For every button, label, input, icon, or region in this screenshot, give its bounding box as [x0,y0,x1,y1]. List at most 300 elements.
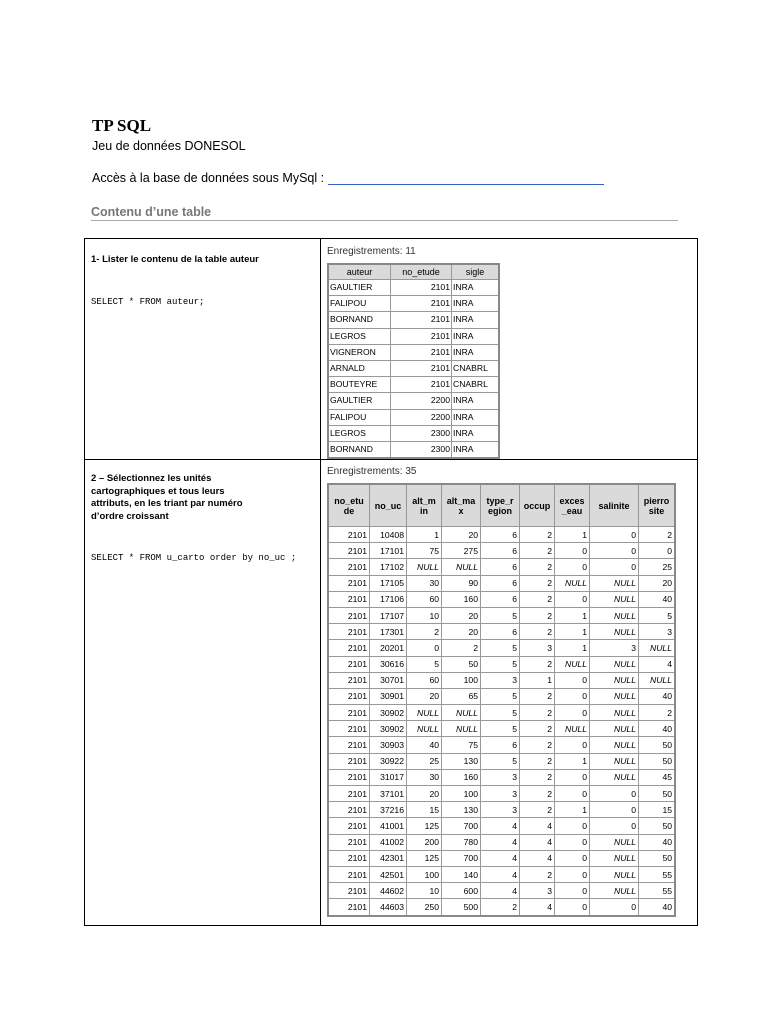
table-cell: 30901 [370,688,407,704]
table-cell: 2101 [328,769,370,785]
table-cell: 0 [639,543,676,559]
table-cell: 0 [590,786,639,802]
table-row [328,624,675,640]
table-cell: 2101 [391,328,452,344]
table-cell: NULL [407,559,442,575]
table-cell: 20 [407,786,442,802]
table-cell: INRA [452,328,500,344]
table-cell: 75 [442,737,481,753]
table-cell: 75 [407,543,442,559]
table-cell: 0 [555,769,590,785]
table-cell: 2 [407,624,442,640]
table-cell: NULL [639,672,676,688]
table-cell: 44602 [370,883,407,899]
table-cell: 4 [520,818,555,834]
table-cell: 125 [407,818,442,834]
table-cell: VIGNERON [328,344,391,360]
table-row [328,328,499,344]
column-header [520,484,555,527]
table-cell: 2 [520,624,555,640]
column-header-line: salinite [598,500,630,511]
table-cell: 0 [555,818,590,834]
table-cell: 60 [407,672,442,688]
table-cell: 2 [639,705,676,721]
table-cell: 17106 [370,591,407,607]
column-header [442,484,481,527]
table-cell: 2 [520,591,555,607]
table-cell: 0 [555,688,590,704]
table-cell: NULL [590,591,639,607]
table-cell: 2 [520,575,555,591]
table-cell: 50 [639,753,676,769]
dataset-label: Jeu de données DONESOL [92,139,246,153]
table-cell: 1 [407,527,442,543]
q2-title-line: 2 – Sélectionnez les unités [91,473,212,484]
table-cell: 2101 [328,705,370,721]
table-cell: 10 [407,883,442,899]
auteur-table [327,263,500,459]
table-cell: NULL [590,688,639,704]
table-cell: 2101 [328,575,370,591]
u-carto-table [327,483,676,917]
table-cell: NULL [590,656,639,672]
table-cell: 2 [520,753,555,769]
table-cell: 0 [555,866,590,882]
table-row [328,280,499,296]
column-header [328,484,370,527]
table-row [328,640,675,656]
table-cell: 2101 [328,688,370,704]
table-cell: GAULTIER [328,393,391,409]
table-cell: NULL [590,721,639,737]
table-cell: 50 [639,818,676,834]
table-cell: 0 [555,899,590,916]
table-cell: 40 [639,899,676,916]
table-cell: 44603 [370,899,407,916]
table-cell: NULL [590,705,639,721]
column-header: auteur [328,264,391,280]
table-cell: 1 [555,753,590,769]
table-cell: 3 [520,883,555,899]
table-row [328,705,675,721]
column-header-line: site [648,505,665,516]
column-header: no_etude [391,264,452,280]
table-cell: 20 [639,575,676,591]
table-cell: NULL [555,575,590,591]
table-cell: INRA [452,280,500,296]
table-cell: 2 [520,769,555,785]
table-cell: 6 [481,543,520,559]
table-cell: 100 [442,672,481,688]
table-cell: 2101 [328,672,370,688]
table-row [328,656,675,672]
table-cell: 3 [481,802,520,818]
table-row [328,409,499,425]
table-cell: 1 [555,802,590,818]
table-row [328,786,675,802]
table-cell: 30616 [370,656,407,672]
access-blank-line [328,184,604,185]
table-cell: NULL [590,850,639,866]
table-cell: 2101 [328,624,370,640]
table-cell: LEGROS [328,328,391,344]
table-cell: 2 [520,527,555,543]
table-row [328,296,499,312]
table-row [328,802,675,818]
q2-title-line: d’ordre croissant [91,510,169,522]
table-cell: 2101 [328,640,370,656]
exercise-frame [84,238,698,926]
table-cell: 17301 [370,624,407,640]
table-cell: 20 [442,624,481,640]
table-cell: 30701 [370,672,407,688]
column-header [555,484,590,527]
table-cell: 50 [639,786,676,802]
table-row [328,883,675,899]
table-cell: 2101 [391,312,452,328]
table-cell: 2300 [391,425,452,441]
table-cell: 2101 [328,527,370,543]
table-cell: 30 [407,575,442,591]
table-cell: 37101 [370,786,407,802]
table-cell: 45 [639,769,676,785]
table-cell: 2101 [328,607,370,623]
table-cell: 4 [481,850,520,866]
table-cell: 5 [481,688,520,704]
table-cell: NULL [590,607,639,623]
table-cell: 5 [407,656,442,672]
table-cell: 2101 [328,834,370,850]
table-cell: 3 [481,769,520,785]
table-cell: 2 [520,543,555,559]
table-cell: CNABRL [452,377,500,393]
table-cell: NULL [555,721,590,737]
table-cell: 42301 [370,850,407,866]
table-cell: 4 [481,834,520,850]
table-cell: 2300 [391,442,452,459]
section-rule [91,220,678,221]
table-cell: 20 [407,688,442,704]
table-row [328,721,675,737]
table-cell: 2101 [328,850,370,866]
table-cell: 1 [520,672,555,688]
table-cell: 2200 [391,409,452,425]
table-cell: 5 [481,721,520,737]
q1-record-count: Enregistrements: 11 [327,246,416,257]
table-cell: ARNALD [328,361,391,377]
table-cell: 2200 [391,393,452,409]
table-cell: 6 [481,624,520,640]
table-cell: INRA [452,442,500,459]
table-cell: 0 [590,543,639,559]
table-row [328,442,499,459]
table-cell: 40 [407,737,442,753]
column-header-line: no_uc [374,500,402,511]
column-header [481,484,520,527]
table-cell: 0 [555,737,590,753]
table-cell: 5 [481,705,520,721]
column-header-line: exces [559,495,585,506]
table-cell: 780 [442,834,481,850]
table-cell: 160 [442,591,481,607]
table-cell: 1 [555,624,590,640]
table-row [328,425,499,441]
table-cell: NULL [590,624,639,640]
table-cell: INRA [452,344,500,360]
column-header-line: pierro [643,495,670,506]
column-header-line: no_etu [334,495,364,506]
table-cell: 2101 [328,559,370,575]
table-cell: 3 [481,786,520,802]
table-cell: 41001 [370,818,407,834]
table-cell: 55 [639,866,676,882]
table-cell: NULL [590,737,639,753]
table-cell: 0 [555,559,590,575]
column-header-line: egion [488,505,512,516]
table-cell: 2 [520,737,555,753]
table-row [328,393,499,409]
table-cell: 2 [520,688,555,704]
table-cell: 4 [639,656,676,672]
table-cell: 2101 [328,866,370,882]
table-row [328,866,675,882]
table-cell: 2 [520,656,555,672]
table-row [328,607,675,623]
table-cell: INRA [452,296,500,312]
table-cell: 4 [520,834,555,850]
table-row [328,753,675,769]
table-cell: 40 [639,688,676,704]
table-cell: 700 [442,850,481,866]
table-cell: 30902 [370,705,407,721]
table-cell: 0 [555,705,590,721]
column-header [590,484,639,527]
table-cell: 2101 [328,737,370,753]
column-header: sigle [452,264,500,280]
table-cell: 0 [555,543,590,559]
table-cell: NULL [442,705,481,721]
table-cell: 2101 [328,883,370,899]
table-cell: 2101 [328,543,370,559]
table-cell: 250 [407,899,442,916]
table-cell: 2 [520,802,555,818]
table-cell: 30 [407,769,442,785]
column-header-line: alt_m [412,495,436,506]
table-cell: 2101 [391,296,452,312]
table-cell: NULL [590,672,639,688]
table-cell: 500 [442,899,481,916]
table-cell: 6 [481,527,520,543]
table-cell: 2 [520,705,555,721]
table-cell: 0 [555,850,590,866]
table-row [328,543,675,559]
column-header [407,484,442,527]
q2-record-count: Enregistrements: 35 [327,466,417,477]
table-cell: 6 [481,559,520,575]
table-cell: 50 [442,656,481,672]
column-header-line: in [420,505,428,516]
table-cell: 55 [639,883,676,899]
table-cell: 1 [555,607,590,623]
table-cell: 0 [555,883,590,899]
table-cell: 2 [520,721,555,737]
column-header-line: x [458,505,464,516]
table-cell: 1 [555,640,590,656]
table-cell: BORNAND [328,442,391,459]
table-cell: 50 [639,850,676,866]
table-cell: 4 [481,883,520,899]
table-row [328,818,675,834]
table-cell: 31017 [370,769,407,785]
table-cell: 30902 [370,721,407,737]
table-cell: 10 [407,607,442,623]
table-row [328,850,675,866]
table-cell: 3 [590,640,639,656]
table-cell: NULL [590,866,639,882]
table-cell: NULL [639,640,676,656]
table-cell: 17102 [370,559,407,575]
table-row [328,559,675,575]
table-cell: 0 [590,802,639,818]
table-cell: 130 [442,802,481,818]
table-cell: 1 [555,527,590,543]
table-cell: 0 [555,834,590,850]
table-cell: 0 [555,591,590,607]
table-cell: 2 [639,527,676,543]
table-row [328,377,499,393]
table-cell: 20201 [370,640,407,656]
table-row [328,688,675,704]
table-cell: 2101 [328,721,370,737]
table-cell: 2101 [328,802,370,818]
table-cell: 200 [407,834,442,850]
table-row [328,672,675,688]
table-cell: 17107 [370,607,407,623]
q2-title-line: attributs, en les triant par numéro [91,498,243,509]
table-cell: 4 [481,866,520,882]
table-cell: INRA [452,409,500,425]
table-cell: 65 [442,688,481,704]
table-cell: 0 [590,527,639,543]
table-cell: INRA [452,425,500,441]
column-header-line: type_r [486,495,514,506]
table-cell: 17101 [370,543,407,559]
column-header-line: de [343,505,355,516]
table-row [328,899,675,916]
table-cell: NULL [590,769,639,785]
table-cell: LEGROS [328,425,391,441]
table-cell: 5 [481,753,520,769]
table-cell: 15 [639,802,676,818]
table-cell: 4 [481,818,520,834]
table-row [328,312,499,328]
table-cell: CNABRL [452,361,500,377]
table-cell: NULL [407,705,442,721]
table-row [328,575,675,591]
table-cell: 5 [639,607,676,623]
table-row [328,737,675,753]
table-cell: 6 [481,591,520,607]
table-cell: NULL [442,721,481,737]
table-cell: 2 [520,607,555,623]
table-cell: 30922 [370,753,407,769]
table-row [328,344,499,360]
q2-sql: SELECT * FROM u_carto order by no_uc ; [91,553,297,563]
table-cell: 0 [590,559,639,575]
table-row [328,361,499,377]
table-cell: NULL [407,721,442,737]
table-cell: 100 [442,786,481,802]
access-label: Accès à la base de données sous MySql : [92,171,325,185]
column-header-line: _eau [561,505,583,516]
table-cell: 41002 [370,834,407,850]
table-cell: 20 [442,607,481,623]
table-cell: NULL [590,575,639,591]
table-cell: NULL [590,753,639,769]
column-header [639,484,676,527]
table-cell: NULL [590,834,639,850]
table-cell: 125 [407,850,442,866]
table-cell: 2101 [328,786,370,802]
q2-title [91,473,243,523]
table-cell: 50 [639,737,676,753]
table-cell: 42501 [370,866,407,882]
table-cell: 600 [442,883,481,899]
table-cell: 0 [590,899,639,916]
table-cell: 2101 [391,377,452,393]
table-cell: 6 [481,575,520,591]
table-cell: 30903 [370,737,407,753]
table-cell: NULL [555,656,590,672]
table-cell: 2101 [391,280,452,296]
table-row [328,769,675,785]
table-row [328,527,675,543]
page-title: TP SQL [92,116,152,135]
table-cell: NULL [442,559,481,575]
table-header-row [328,264,499,280]
table-cell: BORNAND [328,312,391,328]
column-header-line: occup [523,500,551,511]
table-cell: 2101 [328,656,370,672]
table-cell: INRA [452,393,500,409]
table-cell: 3 [520,640,555,656]
table-cell: 3 [481,672,520,688]
table-cell: 3 [639,624,676,640]
table-cell: 25 [639,559,676,575]
table-cell: 2 [481,899,520,916]
table-cell: 140 [442,866,481,882]
table-cell: 130 [442,753,481,769]
table-cell: 0 [590,818,639,834]
table-cell: 25 [407,753,442,769]
table-cell: 15 [407,802,442,818]
table-cell: 5 [481,607,520,623]
table-cell: 2 [520,559,555,575]
table-cell: 5 [481,656,520,672]
q1-title: 1- Lister le contenu de la table auteur [91,254,259,265]
table-cell: 37216 [370,802,407,818]
table-cell: 2101 [391,344,452,360]
section-heading: Contenu d’une table [91,205,212,219]
table-cell: NULL [590,883,639,899]
table-cell: 4 [520,899,555,916]
table-cell: 0 [555,672,590,688]
table-row [328,591,675,607]
table-cell: 0 [407,640,442,656]
table-cell: 6 [481,737,520,753]
table-cell: 0 [555,786,590,802]
table-cell: 2101 [328,591,370,607]
